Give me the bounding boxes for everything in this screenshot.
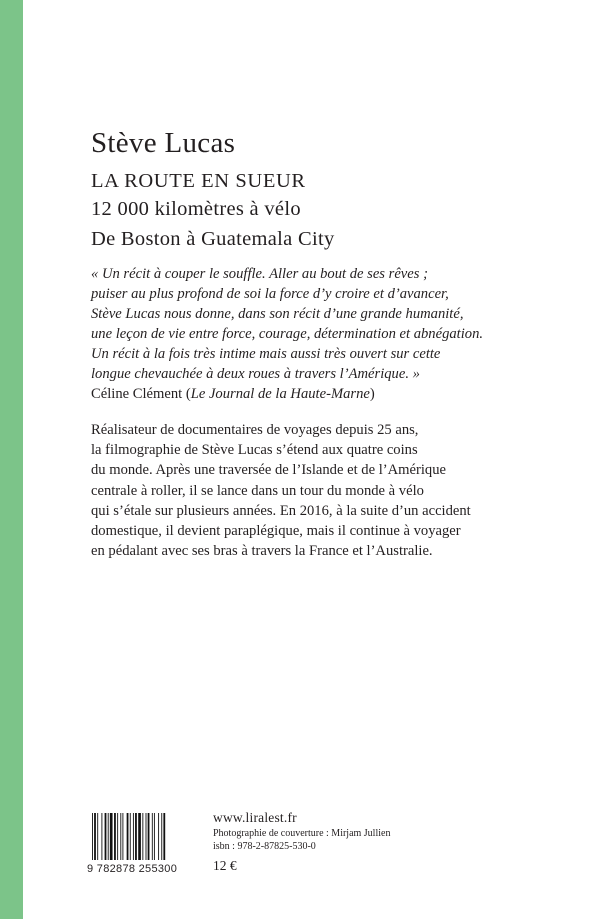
- bio-line: qui s’étale sur plusieurs années. En 2016, à la suite d’un accident: [91, 502, 471, 519]
- publisher-imprint: [213, 810, 390, 874]
- author-name: Stève Lucas: [91, 127, 236, 159]
- barcode-bar: [146, 813, 147, 860]
- barcode-bar: [163, 813, 165, 860]
- green-spine-band: [0, 0, 23, 919]
- bio-line: en pédalant avec ses bras à travers la France et l’Australie.: [91, 543, 433, 560]
- bio-line: du monde. Après une traversée de l’Islande et de l’Amérique: [91, 462, 446, 479]
- barcode-bar: [108, 813, 109, 860]
- quote-line: une leçon de vie entre force, courage, détermination et abnégation.: [91, 326, 484, 342]
- quote-line: puiser au plus profond de soi la force d’y croire et d’avancer,: [91, 286, 449, 302]
- barcode-bar: [94, 813, 96, 860]
- credit-source: Le Journal de la Haute-Marne: [190, 386, 370, 402]
- quote-line: « Un récit à couper le souffle. Aller au bout de ses rêves ;: [91, 266, 428, 282]
- quote-line: Stève Lucas nous donne, dans son récit d’une grande humanité,: [91, 306, 464, 322]
- quote-line: longue chevauchée à deux roues à travers l’Amérique. »: [91, 366, 420, 382]
- book-title: LA ROUTE EN SUEUR: [91, 170, 306, 192]
- bio-line: centrale à roller, il se lance dans un tour du monde à vélo: [91, 482, 424, 499]
- author-bio: [91, 420, 521, 561]
- press-quote: [91, 264, 511, 404]
- barcode-bar: [105, 813, 107, 860]
- barcode-bar: [92, 813, 93, 860]
- barcode-bar: [117, 813, 118, 860]
- subtitle-route: De Boston à Guatemala City: [91, 228, 335, 250]
- credit-name: Céline Clément (: [91, 386, 191, 402]
- bio-line: domestique, il devient paraplégique, mais il continue à voyager: [91, 523, 461, 540]
- barcode-bar: [142, 813, 143, 860]
- barcode-bar: [97, 813, 98, 860]
- quote-credit: [91, 384, 511, 404]
- isbn-barcode: [87, 809, 199, 877]
- barcode-digits: 9 782878 255300: [87, 863, 178, 875]
- barcode-bar: [133, 813, 134, 860]
- barcode-bars: [91, 813, 195, 860]
- barcode-bar: [122, 813, 123, 860]
- barcode-bar: [138, 813, 141, 860]
- cover-photo-credit: Photographie de couverture : Mirjam Jullien: [213, 828, 391, 839]
- barcode-bar: [158, 813, 159, 860]
- barcode-bar: [127, 813, 129, 860]
- barcode-bar: [114, 813, 116, 860]
- barcode-bar: [130, 813, 131, 860]
- bio-line: la filmographie de Stève Lucas s’étend aux quatre coins: [91, 442, 418, 459]
- barcode-bar: [120, 813, 121, 860]
- credit-close: ): [369, 386, 375, 402]
- publisher-website: www.liralest.fr: [213, 810, 297, 825]
- barcode-bar: [101, 813, 102, 860]
- barcode-bar: [152, 813, 153, 860]
- price: 12 €: [213, 858, 237, 873]
- barcode-bar: [148, 813, 150, 860]
- isbn-text: isbn : 978-2-87825-530-0: [213, 841, 316, 852]
- quote-line: Un récit à la fois très intime mais aussi très ouvert sur cette: [91, 346, 441, 362]
- barcode-bar: [161, 813, 162, 860]
- subtitle-distance: 12 000 kilomètres à vélo: [91, 198, 301, 220]
- bio-line: Réalisateur de documentaires de voyages depuis 25 ans,: [91, 422, 419, 438]
- barcode-bar: [135, 813, 137, 860]
- barcode-bar: [110, 813, 113, 860]
- barcode-bar: [154, 813, 155, 860]
